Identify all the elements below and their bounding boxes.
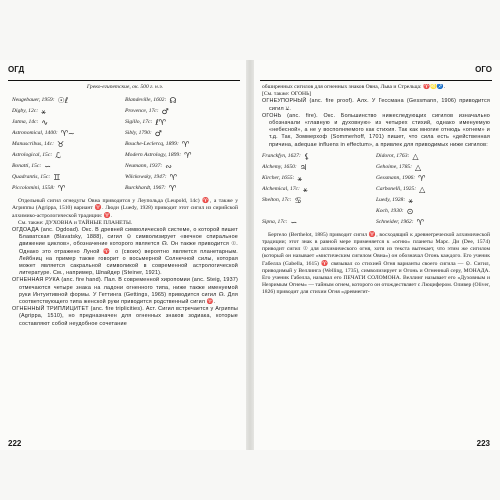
entry-fireproof: ОГНЕУПОРНЫЙ (anc. fire proof). Алх. У Гессмана (Gessmann, 1906) приводится сигил ⚺. xyxy=(262,98,490,112)
entry-fire-hand: ОГНЕННАЯ РУКА (anc. fire hand). Пал. В современной хиропомии (anc. Steig, 1937) отмечаются четыре знака на ладони огненного типа, ниже также именуемой руки Интуитивной формы. У Геттинга (Gettings, 1965) приводится сигил ☊. Для соответствующего типа женской руки приводится родственный сигил ♈. xyxy=(12,277,238,306)
sigil-source: Blandeville, 1602: xyxy=(125,97,167,104)
sigil-cell xyxy=(12,141,125,148)
sigil-cell xyxy=(376,175,490,182)
sigil-row xyxy=(262,217,490,228)
sigil-source: Neugebauer, 1959: xyxy=(12,97,55,104)
sigil-glyph: ☉ℓ xyxy=(57,96,69,106)
sigil-glyph: △ xyxy=(419,184,426,194)
sigil-cell xyxy=(262,153,376,160)
sigil-cell xyxy=(262,219,376,226)
sigil-cell xyxy=(125,97,238,104)
sigil-cell xyxy=(125,141,238,148)
sigil-cell xyxy=(125,152,238,159)
sigil-glyph: ♈ xyxy=(181,140,190,150)
sigil-cell xyxy=(376,186,490,193)
sigil-glyph: ♃ xyxy=(299,162,307,172)
sigil-cell xyxy=(262,186,376,193)
sigil-glyph: ♈ xyxy=(184,151,192,161)
sigil-row xyxy=(262,184,490,195)
right-page xyxy=(254,60,500,450)
sigil-glyph: ♋ xyxy=(294,195,302,205)
sigil-row xyxy=(262,195,490,206)
sigil-source: Bonatti, 15c: xyxy=(12,163,42,170)
sigil-source: Wilckowsky, 1947: xyxy=(125,174,167,181)
left-page-body xyxy=(12,84,238,436)
sigil-source: Kircher, 1655: xyxy=(262,174,295,181)
left-page-number: 222 xyxy=(8,439,22,448)
sigil-source: Gehoime, 1785: xyxy=(376,163,413,170)
sigil-cell xyxy=(12,97,125,104)
sigil-source: Alchemical, 17c: xyxy=(262,185,300,192)
sigil-cell xyxy=(125,130,238,137)
left-page xyxy=(0,60,246,450)
sigil-source: Carbonelli, 1925: xyxy=(376,185,417,192)
sigil-cell xyxy=(262,175,376,182)
sigil-row xyxy=(12,117,238,128)
sigil-glyph: ∾ xyxy=(165,162,172,172)
left-paragraph-1: Отдельный сигил огнедугы Овна приводится у Леупольда (Leupold, 14с) ♈, а также у Агриппы (Agrippa, 1510) вариант ♈. Люди (Luedy, 1928) приводит этот сигил из сирийской алхимико-астрологической традиции: ♈. xyxy=(12,198,238,219)
sigil-cell xyxy=(12,108,125,115)
sigil-glyph: ∽ xyxy=(290,217,298,227)
sigil-glyph: ♈ xyxy=(168,184,177,194)
sigil-cell xyxy=(12,152,125,159)
sigil-source: Luedy, 1928: xyxy=(376,196,406,203)
sigil-cell xyxy=(376,219,490,226)
entry-fire-triplicity: ОГНЕННЫЙ ТРИПЛИЦИТЕТ (anc. fire triplicities). Аст. Сигил встречается у Агриппы (Agrippa, 1510), но предназначен для огненных знаков зодиака, которые составляют собой неудобное сочетание xyxy=(12,306,238,327)
sigil-cell xyxy=(12,174,125,181)
sigil-row xyxy=(12,139,238,150)
right-sigil-table xyxy=(262,151,490,228)
sigil-row xyxy=(12,95,238,106)
sigil-source: Koch, 1930: xyxy=(376,207,404,214)
sigil-source: Modern Astrology, 1899: xyxy=(125,152,182,159)
sigil-row xyxy=(12,128,238,139)
sigil-row xyxy=(262,151,490,162)
sigil-source: Sipna, 17c: xyxy=(262,218,288,225)
sigil-cell xyxy=(125,185,238,192)
sigil-cell xyxy=(125,174,238,181)
sigil-source: Jatma, 14c: xyxy=(12,119,39,126)
sigil-source: Neumann, 1937: xyxy=(125,163,163,170)
sigil-glyph: ♊ xyxy=(53,173,61,183)
right-top-text: обширенных сигилов для огненных знаков Овна, Льва и Стрельца: ♈♌♐. xyxy=(262,84,446,90)
sigil-glyph: ⊙ xyxy=(406,206,414,216)
sigil-cell xyxy=(376,208,490,215)
sigil-glyph: ∿ xyxy=(41,118,49,128)
right-page-body xyxy=(262,84,490,436)
sigil-source: Manuscribus, 14c: xyxy=(12,141,54,148)
sigil-glyph: ♂ xyxy=(161,107,169,117)
sigil-glyph: △ xyxy=(415,162,422,172)
sigil-cell xyxy=(376,197,490,204)
sigil-row xyxy=(262,173,490,184)
sigil-glyph: ∽ xyxy=(44,162,51,172)
sigil-glyph: ℒ xyxy=(55,151,61,161)
sigil-glyph: ♈ xyxy=(416,217,424,227)
sigil-source: Astrological, 15c: xyxy=(12,152,53,159)
sigil-cell xyxy=(262,164,376,171)
sigil-source: Franckfyn, 1627: xyxy=(262,152,301,159)
sigil-source: Astronomical, 1400: xyxy=(12,130,58,137)
sigil-source: Burckhardt, 1967: xyxy=(125,185,166,192)
sigil-cell xyxy=(376,153,490,160)
sigil-cell xyxy=(125,119,238,126)
sigil-cell xyxy=(12,185,125,192)
entry-fire: ОГОНЬ (anc. fire). Окс. Большинство нижеследующих сигилов изначально обозначали «главную и духовную» из четырех стихий, однако именуемую «небесной», а не у восполняемого как стихия. Так как многие отнюдь «огнем» и т.д. Так, Зоммерхоф (Sommerhoff, 1701) пишет, что сила есть «действенная причина, adequae influens in effectum», а привлек для приводимых ниже сигилов: xyxy=(262,112,490,148)
sigil-glyph: ℓ♈ xyxy=(155,118,166,128)
sigil-row xyxy=(12,106,238,117)
sigil-glyph: ♂ xyxy=(154,129,162,139)
left-see-also: См. также: ДУХОВНА и ТАЙНЫЕ ПЛАНЕТЫ. xyxy=(18,219,133,226)
sigil-glyph: ⚹ xyxy=(302,184,308,194)
sigil-cell xyxy=(262,197,376,204)
left-running-header: ОГД xyxy=(8,60,240,81)
sigil-source: Bouche-Leclercq, 1899: xyxy=(125,141,179,148)
right-running-header: ОГО xyxy=(260,60,492,81)
sigil-cell xyxy=(376,164,490,171)
sigil-source: Gessmann, 1906: xyxy=(376,174,416,181)
sigil-source: Shelton, 17c: xyxy=(262,196,292,203)
sigil-row xyxy=(12,183,238,194)
sigil-glyph: ♈ xyxy=(169,173,177,183)
sigil-glyph: ♈ xyxy=(418,173,426,183)
sigil-source: Alchemy, 1650: xyxy=(262,163,297,170)
sigil-glyph: ♈ xyxy=(57,184,66,194)
right-page-number: 223 xyxy=(476,439,490,448)
sigil-source: Digby, 12c: xyxy=(12,108,39,115)
sigil-source: Quadrantis, 15c: xyxy=(12,174,51,181)
sigil-row xyxy=(12,161,238,172)
right-paragraph: Бертело (Berthelot, 1885) приводит сигил ♈, восходящий к древнегреческой алхимической традиции; этот знак в равной мере применяется к «огню» планеты Марс. Ди (Dee, 1574) приводит сигил ☉ для алхимического огня, хотя из текста вытекает, что этим же сигилом (который он называет «мистическим сигилом Овна») он обозначал Огонь каждого. Его ученик Габелла (Gabella, 1615) ♈ связывал со стихией Огня варианты своего сигила — ⊙. Сигил, приводимый у Веллинга (Welling, 1735), символизирует и Огонь и Огненный серу, МОНАДА. Его ученик Габелла, называл его ПЕЧАТИ СОЛОМОНА. Веллинг называет его «Духовным и Незримым Огнем» — тайным огнем, которого он отождествляет с Люцифером. Оливер (Oliver, 1826) приводит для стихии Огня «древнегит- xyxy=(262,231,490,296)
sigil-row xyxy=(12,150,238,161)
sigil-row xyxy=(262,162,490,173)
sigil-row xyxy=(262,206,490,217)
left-intro: Греко-египетские, ок. 500 г. н.э. xyxy=(86,84,164,90)
sigil-glyph: ☊ xyxy=(169,96,177,106)
sigil-glyph: ⚹ xyxy=(408,195,414,205)
sigil-glyph: △ xyxy=(412,151,419,161)
right-see-also: [См. также: ОГОНЬ] xyxy=(262,91,312,98)
sigil-glyph: ♈~ xyxy=(60,129,75,139)
book-gutter xyxy=(246,60,254,450)
sigil-source: Schneider, 1962: xyxy=(376,218,414,225)
sigil-row xyxy=(12,172,238,183)
sigil-cell xyxy=(125,108,238,115)
sigil-glyph: ⚹ xyxy=(41,107,46,117)
left-sigil-table xyxy=(12,95,238,194)
sigil-source: Sigillo, 17c: xyxy=(125,119,153,126)
sigil-glyph: ⚹ xyxy=(297,173,303,183)
sigil-cell xyxy=(125,163,238,170)
sigil-glyph: ⚸ xyxy=(303,151,310,161)
sigil-source: Provence, 17c: xyxy=(125,108,159,115)
sigil-glyph: ♉ xyxy=(56,140,65,150)
sigil-source: Sibly, 1790: xyxy=(125,130,152,137)
entry-ogdoad: ОГДОАДА (anc. Ogdoad). Окс. В древней символической системе, о которой пишет Блаватская (Blavatsky, 1888), сигил ⊙ символизирует «вечное спиральное движение циклов», обозначение которого является ☊. Он также приводится ☉. Однако это отражено Луной ♈ о (своих) вероятно является планетарным. Лейбниц на пример также говорит о восьмерной Солнечной силы, которая может является сакральной символикой в современной астрологической литературе. См., например, Шпайдер (Steiner, 1921). xyxy=(12,227,238,277)
sigil-source: Didorot, 1763: xyxy=(376,152,410,159)
sigil-source: Piccolomini, 1558: xyxy=(12,185,55,192)
sigil-cell xyxy=(12,163,125,170)
sigil-cell xyxy=(12,130,125,137)
sigil-cell xyxy=(12,119,125,126)
